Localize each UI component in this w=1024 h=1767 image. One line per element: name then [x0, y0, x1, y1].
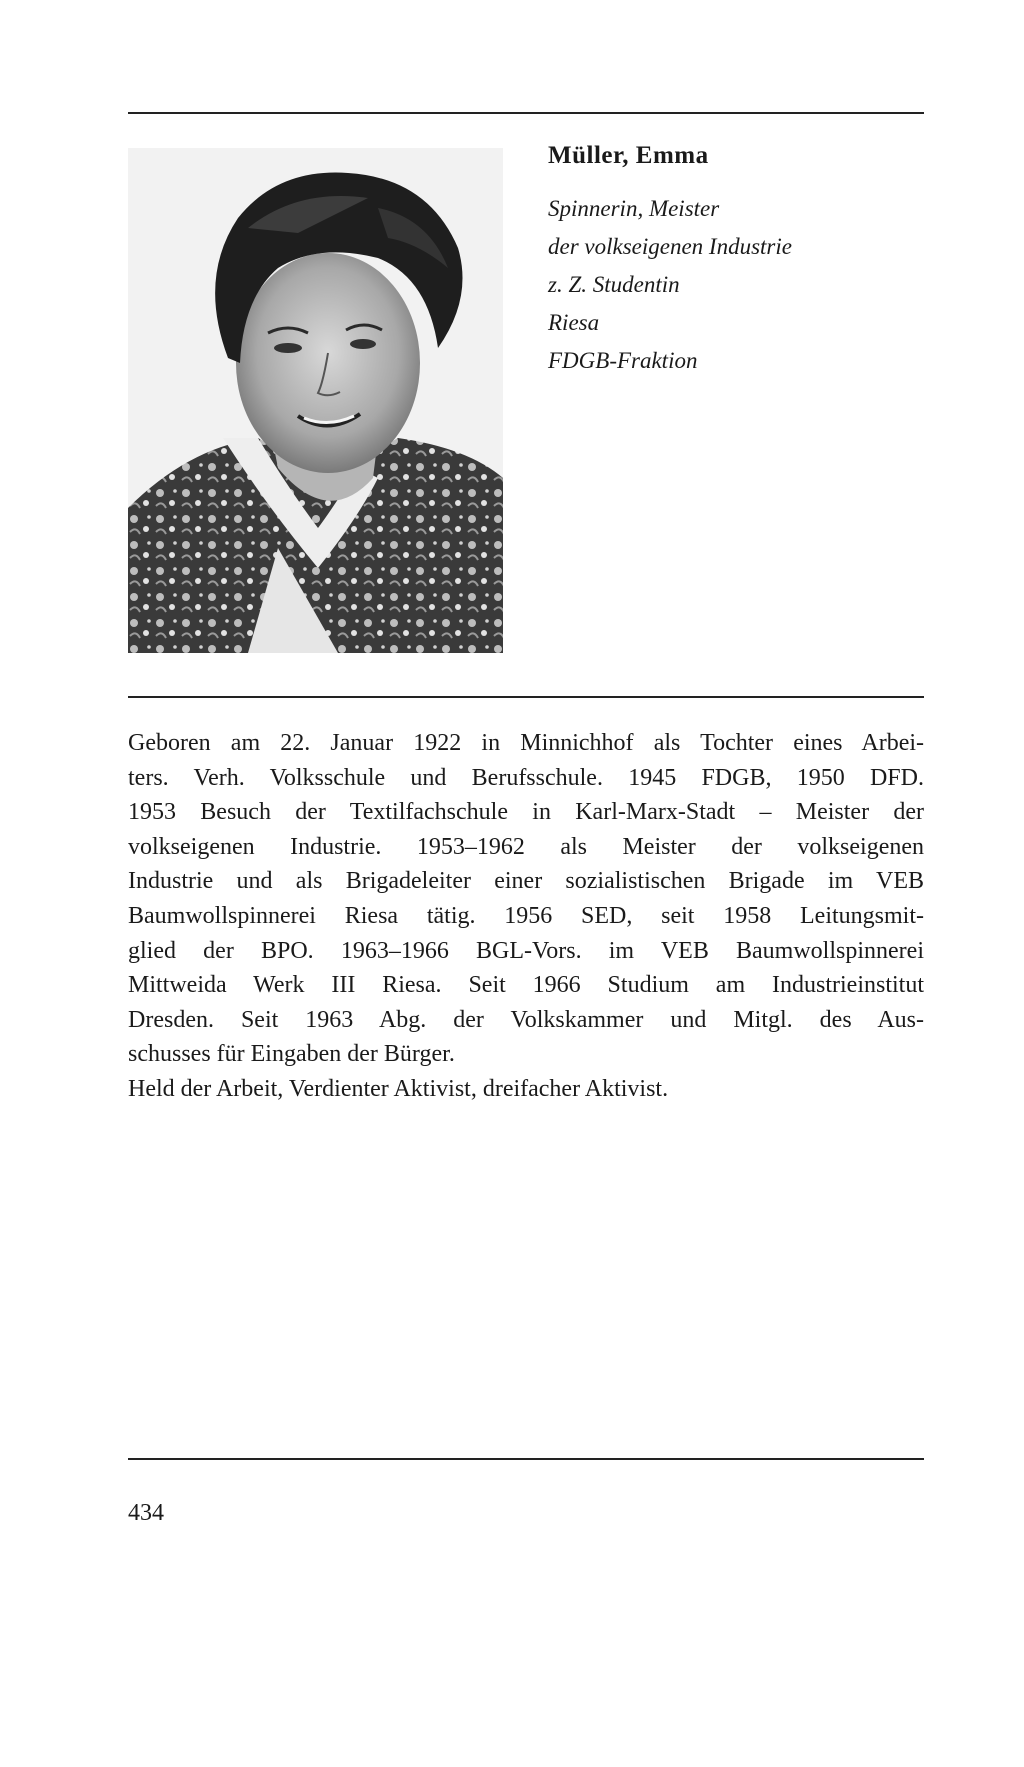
biography-line: Geboren am 22. Januar 1922 in Minnichhof als Tochter eines Arbei- — [128, 730, 924, 756]
role-line-title: der volkseigenen Industrie — [548, 234, 792, 259]
role-line-occupation: Spinnerin, Meister — [548, 196, 720, 221]
biography-line: 1953 Besuch der Textilfachschule in Karl-Marx-Stadt – Meister der — [128, 799, 924, 826]
role-line-location: Riesa — [548, 310, 600, 335]
role-line-status: z. Z. Studentin — [548, 272, 680, 297]
biography-line: Industrie und als Brigadeleiter einer sozialistischen Brigade im VEB — [128, 868, 924, 895]
biography-line: Baumwollspinnerei Riesa tätig. 1956 SED, seit 1958 Leitungsmit- — [128, 902, 924, 929]
biography-line: ters. Verh. Volksschule und Berufsschule. 1945 FDGB, 1950 DFD. — [128, 764, 924, 791]
honors-line: Held der Arbeit, Verdienter Aktivist, dreifacher Aktivist. — [128, 1075, 669, 1102]
role-line-faction: FDGB-Fraktion — [548, 348, 698, 373]
bottom-rule — [128, 1458, 924, 1460]
middle-rule — [128, 696, 924, 698]
top-rule — [128, 112, 924, 114]
biography-text — [128, 726, 924, 1107]
biography-line: glied der BPO. 1963–1966 BGL-Vors. im VEB Baumwollspinnerei — [128, 937, 924, 964]
biography-line: schusses für Eingaben der Bürger. — [128, 1041, 455, 1068]
entry-header — [548, 142, 918, 380]
biography-line: Dresden. Seit 1963 Abg. der Volkskammer und Mitgl. des Aus- — [128, 1006, 924, 1033]
person-name: Müller, Emma — [548, 142, 709, 169]
biography-line: volkseigenen Industrie. 1953–1962 als Meister der volkseigenen — [128, 833, 924, 860]
portrait-photo — [128, 148, 503, 653]
biography-line: Mittweida Werk III Riesa. Seit 1966 Studium am Industrieinstitut — [128, 972, 924, 999]
page-number: 434 — [128, 1500, 164, 1526]
